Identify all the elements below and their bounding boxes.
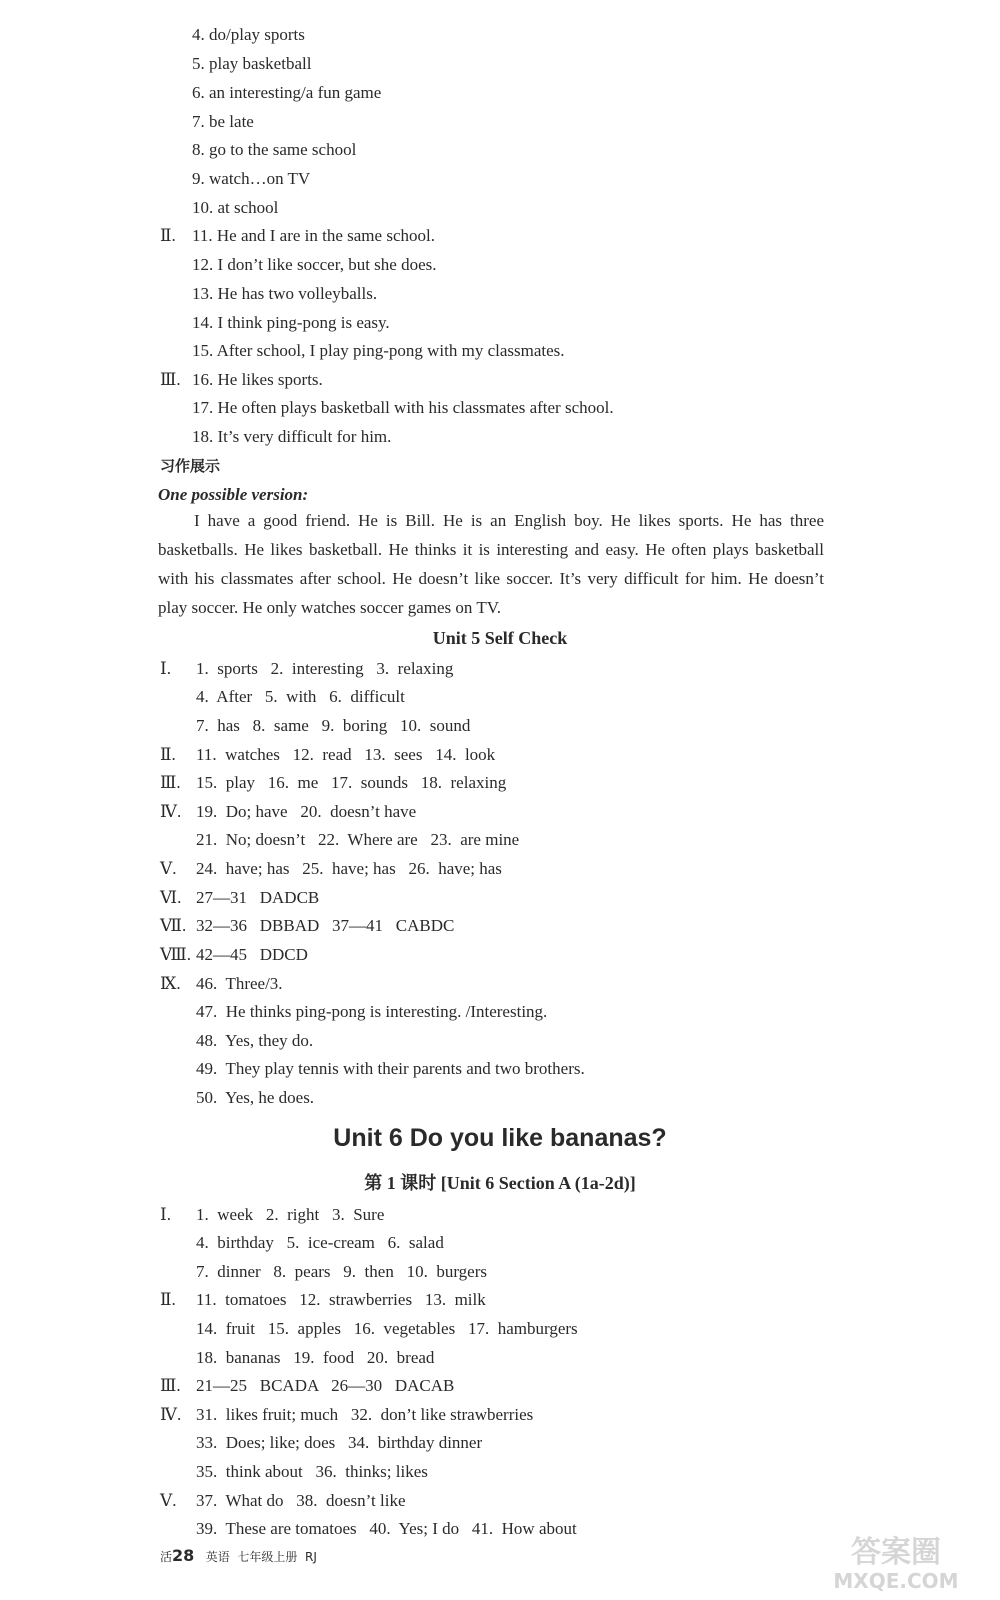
answer-row: 19. Do; have 20. doesn’t have: [196, 802, 417, 821]
list-item: 17. He often plays basketball with his classmates after school.: [192, 398, 614, 417]
list-item: 12. I don’t like soccer, but she does.: [192, 255, 437, 274]
section-numeral: Ⅸ.: [160, 974, 181, 993]
list-item: 15. After school, I play ping-pong with my classmates.: [192, 341, 565, 360]
section-numeral: Ⅰ.: [160, 1205, 171, 1224]
section-numeral: Ⅶ.: [160, 916, 187, 935]
page-number: 28: [172, 1546, 195, 1565]
section-numeral: Ⅴ.: [160, 1491, 177, 1510]
section-numeral: Ⅳ.: [160, 802, 182, 821]
answer-row: 15. play 16. me 17. sounds 18. relaxing: [196, 773, 507, 792]
answer-row: 1. week 2. right 3. Sure: [196, 1205, 385, 1224]
answer-row: 31. likes fruit; much 32. don’t like strawberries: [196, 1405, 534, 1424]
list-item: 18. It’s very difficult for him.: [192, 427, 392, 446]
answer-row: 33. Does; like; does 34. birthday dinner: [196, 1433, 483, 1452]
list-item: 6. an interesting/a fun game: [192, 83, 382, 102]
watermark-caption: 答案圈: [851, 1535, 941, 1570]
page-footer: [160, 1546, 317, 1565]
answer-row: 27—31 DADCB: [196, 888, 320, 907]
list-item: 14. I think ping-pong is easy.: [192, 313, 390, 332]
section-numeral: Ⅱ.: [160, 1290, 176, 1309]
answer-row: 49. They play tennis with their parents and two brothers.: [196, 1059, 585, 1078]
list-item: 7. be late: [192, 112, 254, 131]
list-item: 10. at school: [192, 198, 279, 217]
version-label: One possible version:: [158, 485, 309, 504]
answer-row: 42—45 DDCD: [196, 945, 308, 964]
answer-row: 46. Three/3.: [196, 974, 283, 993]
section-numeral: Ⅲ.: [160, 1376, 181, 1395]
answer-row: 37. What do 38. doesn’t like: [196, 1491, 406, 1510]
answer-row: 48. Yes, they do.: [196, 1031, 314, 1050]
self-check-title: Unit 5 Self Check: [432, 628, 568, 648]
section-numeral: Ⅷ.: [160, 945, 192, 964]
section-numeral: Ⅳ.: [160, 1405, 182, 1424]
list-item: 8. go to the same school: [192, 140, 357, 159]
answer-row: 47. He thinks ping-pong is interesting. /Interesting.: [196, 1002, 548, 1021]
answer-row: 14. fruit 15. apples 16. vegetables 17. hamburgers: [196, 1319, 578, 1338]
watermark-logo: [816, 1524, 976, 1594]
list-item: 16. He likes sports.: [192, 370, 323, 389]
answer-row: 18. bananas 19. food 20. bread: [196, 1348, 435, 1367]
answer-row: 11. watches 12. read 13. sees 14. look: [196, 745, 496, 764]
answer-row: 39. These are tomatoes 40. Yes; I do 41. How about: [196, 1519, 577, 1538]
grade-label: 七年级上册: [237, 1550, 298, 1564]
answer-row: 21. No; doesn’t 22. Where are 23. are mine: [196, 830, 520, 849]
writing-paragraph: I have a good friend. He is Bill. He is an English boy. He likes sports. He has three basketballs. He likes basketball. He thinks it is interesting and easy. He often plays basketball with his classmates after school. He doesn’t like soccer. It’s very difficult for him. He doesn’t play soccer. He only watches soccer games on TV.: [158, 511, 824, 617]
section-numeral: Ⅱ.: [160, 226, 176, 245]
answer-row: 11. tomatoes 12. strawberries 13. milk: [196, 1290, 486, 1309]
section-numeral: Ⅵ.: [160, 888, 182, 907]
answer-row: 7. dinner 8. pears 9. then 10. burgers: [196, 1262, 487, 1281]
list-item: 9. watch…on TV: [192, 169, 311, 188]
subject-label: 英语: [205, 1550, 230, 1564]
answer-row: 1. sports 2. interesting 3. relaxing: [196, 659, 454, 678]
answer-row: 4. birthday 5. ice-cream 6. salad: [196, 1233, 444, 1252]
writing-heading: 习作展示: [160, 457, 221, 475]
edition-label: RJ: [305, 1550, 317, 1564]
section-numeral: Ⅱ.: [160, 745, 176, 764]
answer-row: 35. think about 36. thinks; likes: [196, 1462, 428, 1481]
section-numeral: Ⅲ.: [160, 773, 181, 792]
answer-row: 32—36 DBBAD 37—41 CABDC: [196, 916, 455, 935]
section-numeral: Ⅴ.: [160, 859, 177, 878]
watermark-text: MXQE.COM: [833, 1569, 959, 1593]
list-item: 5. play basketball: [192, 54, 312, 73]
answer-row: 4. After 5. with 6. difficult: [196, 687, 405, 706]
footer-prefix: 活: [160, 1550, 173, 1564]
section-numeral: Ⅰ.: [160, 659, 171, 678]
answer-row: 24. have; has 25. have; has 26. have; has: [196, 859, 502, 878]
lesson-title: 第 1 课时 [Unit 6 Section A (1a-2d)]: [364, 1173, 636, 1193]
list-item: 13. He has two volleyballs.: [192, 284, 378, 303]
answer-row: 7. has 8. same 9. boring 10. sound: [196, 716, 471, 735]
list-item: 11. He and I are in the same school.: [192, 226, 435, 245]
unit-title: Unit 6 Do you like bananas?: [333, 1124, 667, 1152]
list-item: 4. do/play sports: [192, 25, 305, 44]
answer-row: 50. Yes, he does.: [196, 1088, 315, 1107]
section-numeral: Ⅲ.: [160, 370, 181, 389]
answer-row: 21—25 BCADA 26—30 DACAB: [196, 1376, 455, 1395]
